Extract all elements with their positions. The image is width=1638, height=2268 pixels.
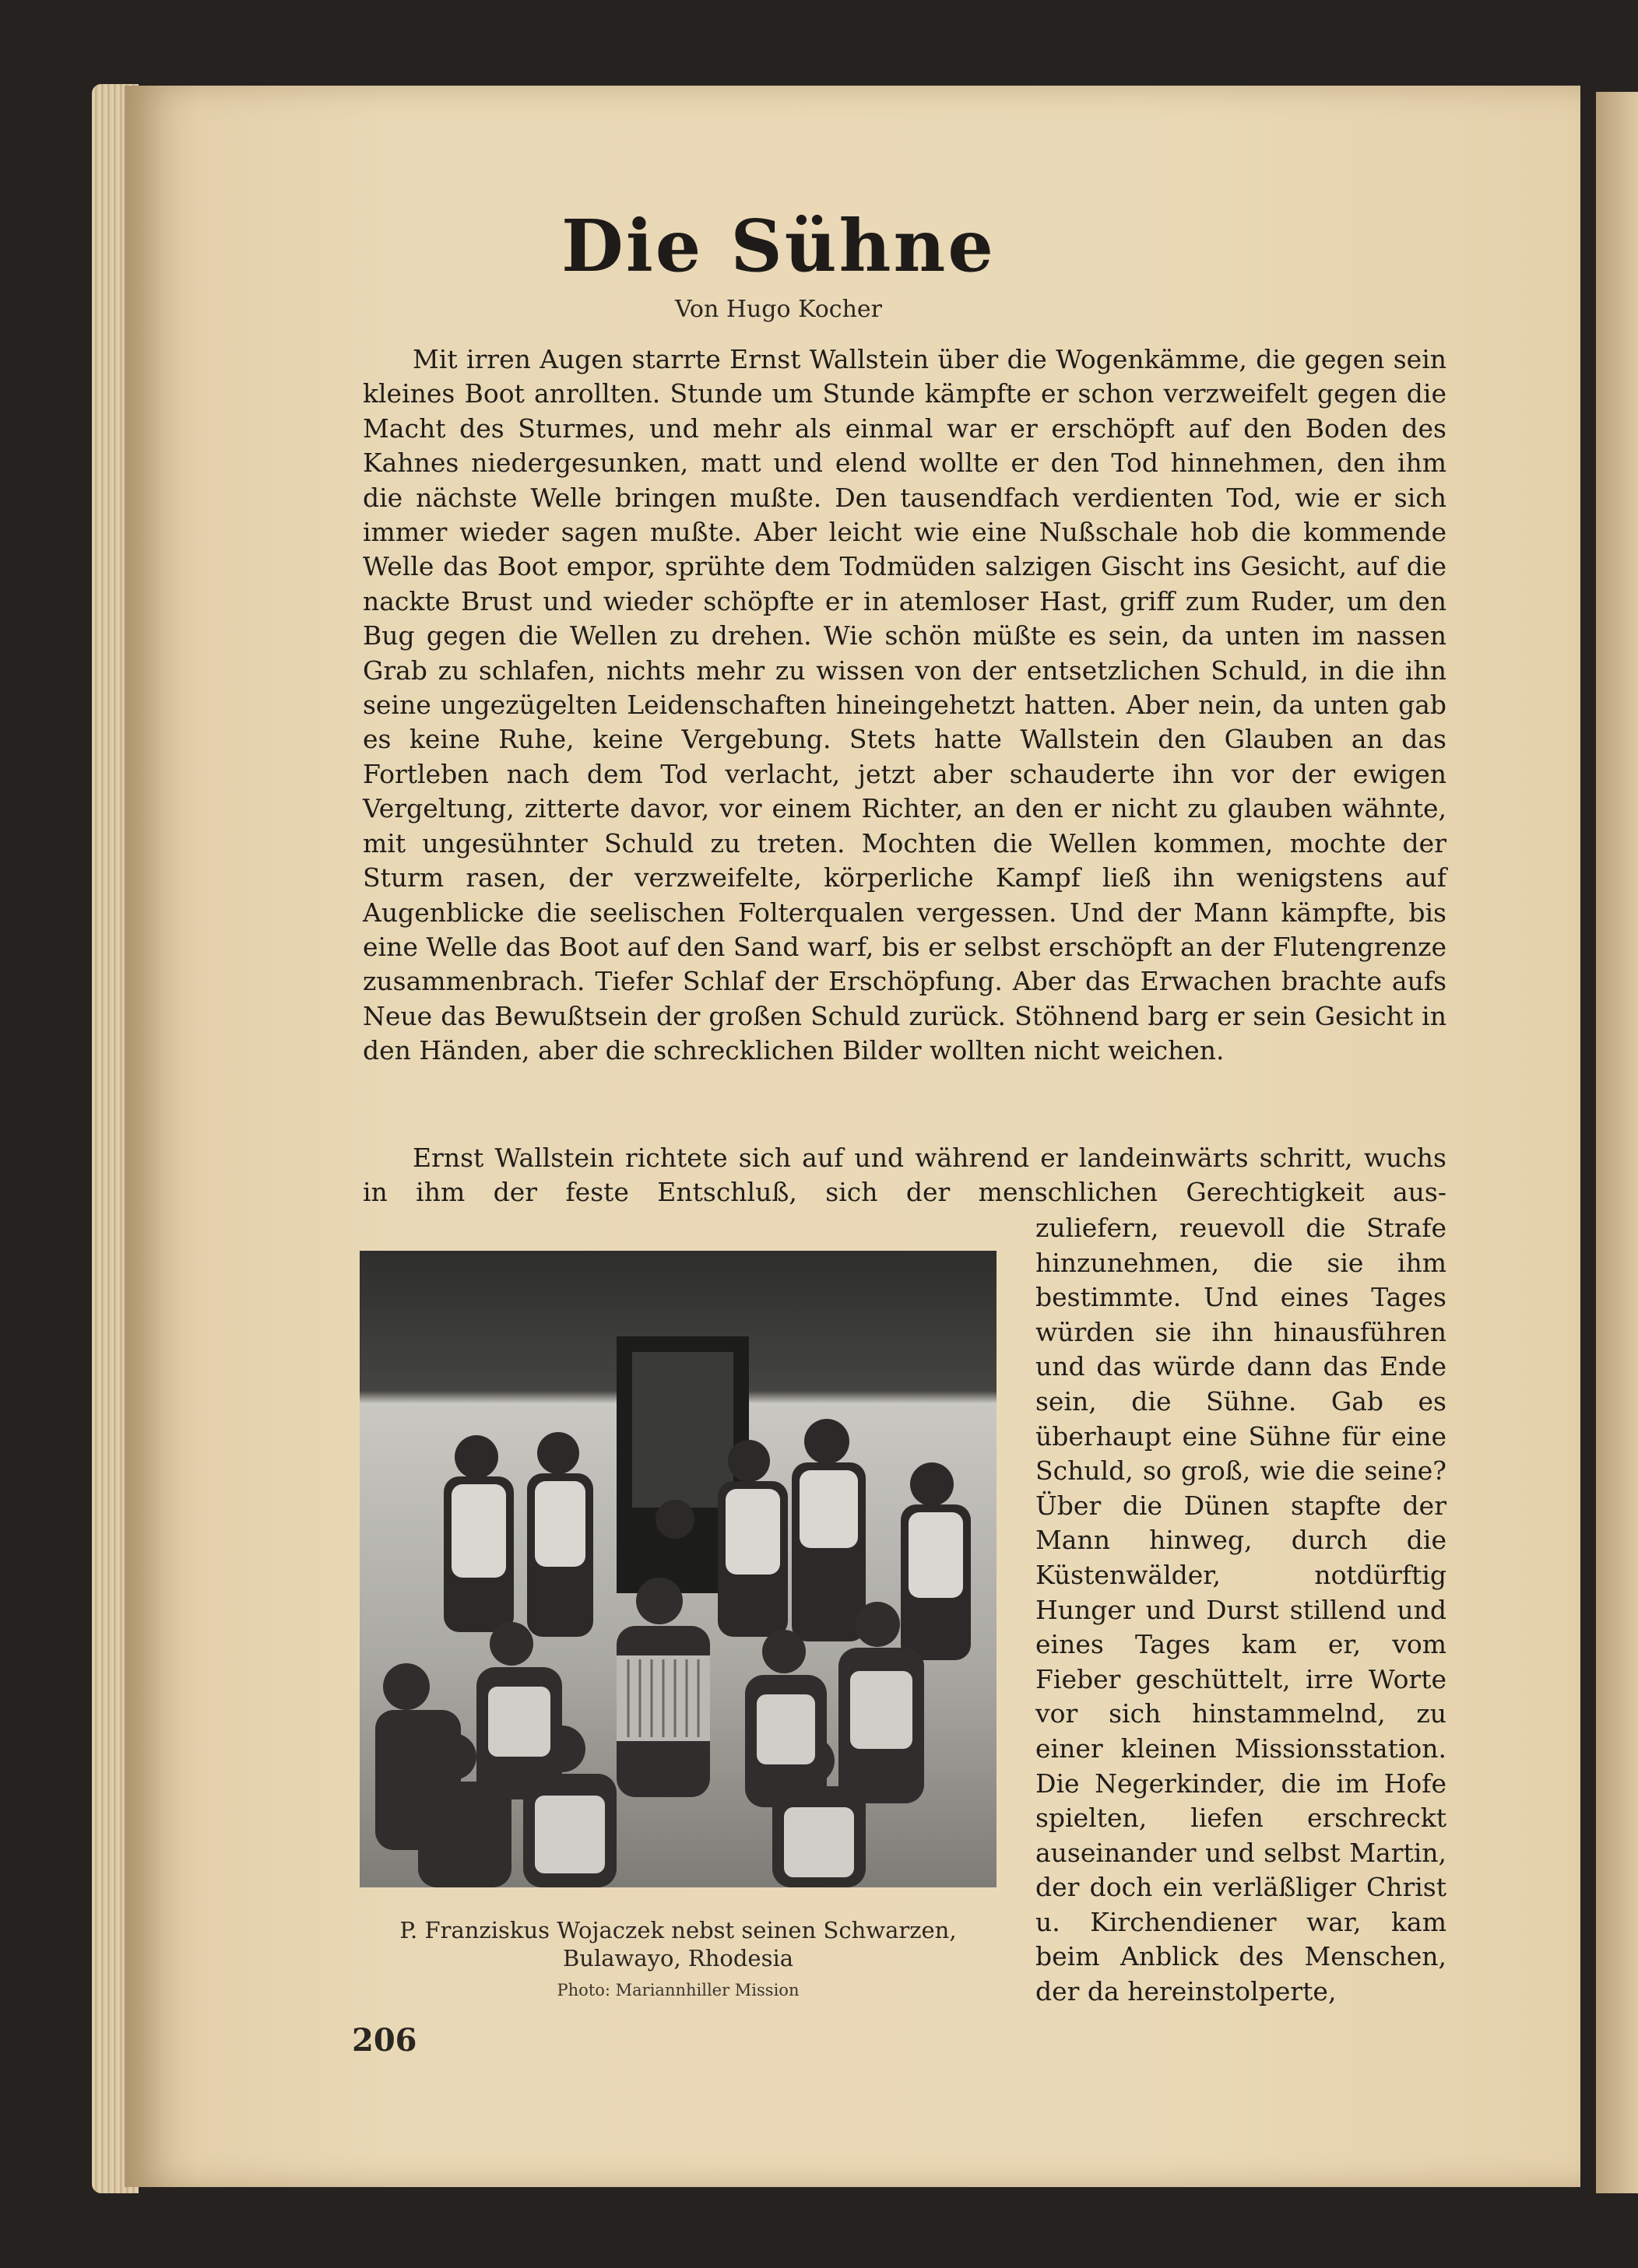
photo-caption: P. Franziskus Wojaczek nebst seinen Schwarzen, Bulawayo, Rhodesia (399, 1917, 957, 1971)
page-number: 206 (352, 2022, 417, 2059)
group-photograph (360, 1251, 997, 1887)
article-title: Die Sühne (561, 204, 996, 288)
photo-illustration (360, 1251, 997, 1887)
adjacent-page (1596, 92, 1638, 2193)
article-byline: Von Hugo Kocher (674, 296, 882, 323)
article-paragraph-1: Mit irren Augen starrte Ernst Wallstein über die Wogenkämme, die gegen sein kleines Boot anrollten. Stunde um Stunde kämpfte er schon verzweifelt gegen die Macht des Sturmes, und mehr als einmal war er erschöpft auf den Boden des Kahnes niedergesunken, matt und elend wollte er den Tod hinnehmen, den ihm die nächste Welle bringen mußte. Den tausendfach verdienten Tod, wie er sich immer wieder sagen mußte. Aber leicht wie eine Nußschale hob die kommende Welle das Boot empor, sprühte dem Todmüden salzigen Gischt ins Gesicht, auf die nackte Brust und wieder schöpfte er in atemloser Hast, griff zum Ruder, um den Bug gegen die Wellen zu drehen. Wie schön müßte es sein, da unten im nassen Grab zu schlafen, nichts mehr zu wissen von der entsetzlichen Schuld, in die ihn seine ungezügelten Leidenschaften hineingehetzt hatten. Aber nein, da unten gab es keine Ruhe, keine Vergebung. Stets hatte Wallstein den Glauben an das Fortleben nach dem Tod verlacht, jetzt aber schauderte ihn vor der ewigen Vergeltung, zitterte davor, vor einem Richter, an den er nicht zu glauben wähnte, mit ungesühnter Schuld zu treten. Mochten die Wellen kommen, mochte der Sturm rasen, der verzweifelte, körperliche Kampf ließ ihn wenigstens auf Augenblicke die seelischen Folterqualen vergessen. Und der Mann kämpfte, bis eine Welle das Boot auf den Sand warf, bis er selbst erschöpft an der Flutengrenze zusammenbrach. Tiefer Schlaf der Erschöpfung. Aber das Erwachen brachte aufs Neue das Bewußtsein der großen Schuld zurück. Stöhnend barg er sein Gesicht in den Händen, aber die schrecklichen Bilder wollten nicht weichen. (363, 344, 1446, 1066)
article-paragraph-2-continued: zuliefern, reuevoll die Strafe hinzunehmen, die sie ihm bestimmte. Und eines Tages würden sie ihn hinausführen und das würde dann das Ende sein, die Sühne. Gab es überhaupt eine Sühne für eine Schuld, so groß, wie die seine? Über die Dünen stapfte der Mann hinweg, durch die Küstenwälder, notdürftig Hunger und Durst stillend und eines Tages kam er, vom Fieber geschüttelt, irre Worte vor sich hinstammelnd, zu einer kleinen Missionsstation. Die Negerkinder, die im Hofe spielten, liefen erschreckt auseinander und selbst Martin, der doch ein verläßliger Christ u. Kirchendiener war, kam beim Anblick des Menschen, der da hereinstolperte, (1035, 1213, 1446, 2007)
photo-credit: Photo: Mariannhiller Mission (557, 1981, 800, 1999)
article-paragraph-2: Ernst Wallstein richtete sich auf und während er landeinwärts schritt, wuchs in ihm der feste Entschluß, sich der menschlichen Gerechtigkeit aus- (363, 1143, 1446, 1208)
